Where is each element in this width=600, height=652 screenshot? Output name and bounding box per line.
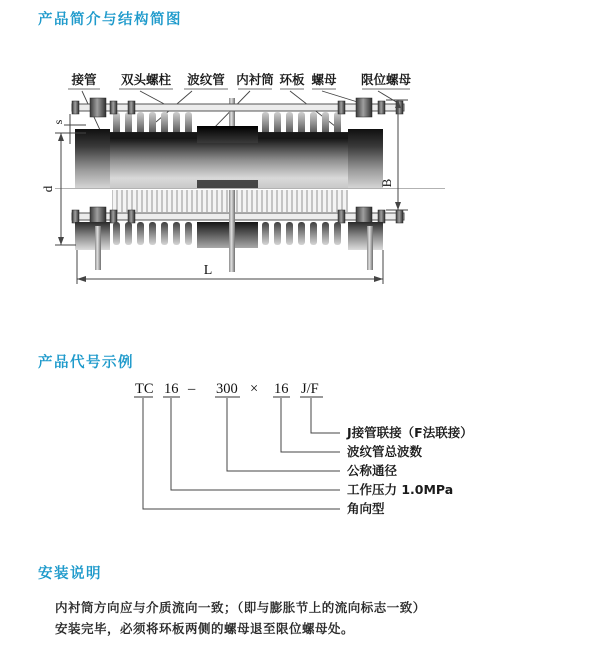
structure-diagram: [40, 62, 470, 307]
dim-label-B: B: [379, 178, 394, 188]
code-string: [134, 381, 323, 397]
dim-label-d: d: [40, 185, 55, 193]
pipe-body-upper: [75, 126, 383, 188]
label-liner: 内衬筒: [236, 72, 274, 87]
code-part-times: ×: [250, 381, 259, 397]
code-part-dash: –: [188, 381, 196, 397]
annotation-pressure: 工作压力 1.0MPa: [347, 482, 454, 497]
dimension-B: [386, 100, 408, 210]
label-stud: 双头螺柱: [120, 72, 172, 87]
code-part-type: TC: [135, 381, 154, 397]
annotation-waves: 波纹管总波数: [347, 444, 423, 459]
center-stud-lower: [229, 190, 235, 272]
dimension-d: [55, 133, 76, 245]
code-part-waves: 16: [274, 381, 289, 397]
pipe-end-right: [348, 129, 383, 188]
install-line-1: 内衬筒方向应与介质流向一致；（即与膨胀节上的流向标志一致）: [55, 600, 426, 615]
code-example-diagram: [120, 376, 490, 522]
code-connector-lines: [143, 398, 340, 509]
code-part-diameter: 300: [216, 381, 238, 397]
label-bellows: 波纹管: [187, 72, 225, 87]
label-limit-nut: 限位螺母: [360, 72, 412, 87]
section-title-code: 产品代号示例: [38, 355, 134, 371]
label-connecting-pipe: 接管: [71, 72, 97, 87]
stud-lower-left: [95, 226, 101, 270]
diagram-part-labels: [68, 72, 411, 89]
install-line-2: 安装完毕，必须将环板两侧的螺母退至限位螺母处。: [55, 621, 355, 636]
dim-label-L: L: [203, 263, 213, 278]
pipe-end-left: [75, 129, 110, 188]
section-title-install: 安装说明: [38, 566, 102, 582]
annotation-connection: J接管联接（F法联接）: [347, 425, 473, 440]
annotation-type: 角向型: [347, 501, 385, 516]
code-part-connection: J/F: [301, 381, 319, 397]
install-instructions: [55, 597, 426, 639]
inner-liner-band: [197, 126, 258, 143]
annotation-diameter: 公称通径: [347, 463, 398, 478]
code-part-pressure: 16: [164, 381, 179, 397]
code-annotations: [346, 425, 473, 516]
stud-lower-right: [367, 226, 373, 270]
dim-label-s: s: [51, 119, 65, 125]
section-title-intro: 产品简介与结构简图: [38, 12, 182, 28]
label-nut: 螺母: [311, 72, 337, 87]
label-ring-plate: 环板: [279, 72, 305, 87]
